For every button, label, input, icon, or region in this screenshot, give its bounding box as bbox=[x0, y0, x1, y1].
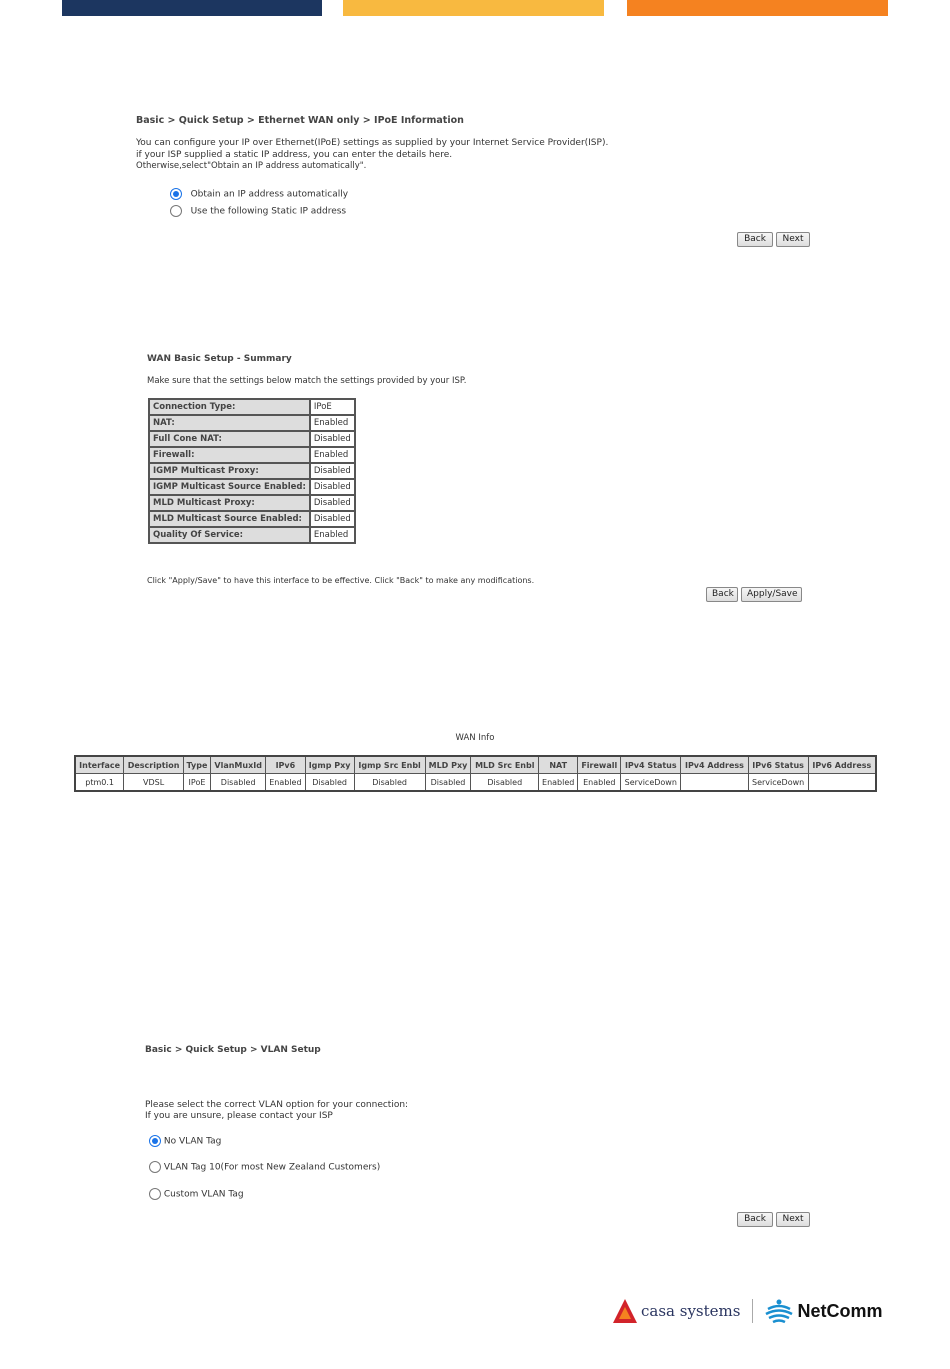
summary-intro: Make sure that the settings below match the settings provided by your ISP. bbox=[147, 376, 467, 386]
wan-info-title: WAN Info bbox=[455, 733, 495, 743]
table-cell: Disabled bbox=[425, 774, 471, 792]
column-header: Igmp Src Enbl bbox=[354, 756, 425, 774]
table-cell: Disabled bbox=[471, 774, 539, 792]
radio-icon[interactable] bbox=[170, 205, 182, 217]
column-header: MLD Pxy bbox=[425, 756, 471, 774]
vlan-desc-2: If you are unsure, please contact your ISP bbox=[145, 1111, 333, 1121]
column-header: Interface bbox=[75, 756, 124, 774]
table-cell: Enabled bbox=[266, 774, 305, 792]
back-button[interactable]: Back bbox=[737, 232, 773, 247]
summary-label: MLD Multicast Proxy: bbox=[149, 495, 310, 511]
summary-row bbox=[149, 495, 355, 511]
radio-no-vlan[interactable] bbox=[149, 1135, 221, 1148]
summary-row bbox=[149, 527, 355, 543]
radio-label: VLAN Tag 10(For most New Zealand Customers) bbox=[163, 1162, 381, 1173]
summary-label: NAT: bbox=[149, 415, 310, 431]
table-cell: ServiceDown bbox=[748, 774, 808, 792]
table-cell: IPoE bbox=[183, 774, 210, 792]
summary-value: IPoE bbox=[310, 399, 355, 415]
column-header: IPv6 Address bbox=[808, 756, 876, 774]
summary-value: Enabled bbox=[310, 527, 355, 543]
vlan-desc-1: Please select the correct VLAN option for your connection: bbox=[145, 1100, 409, 1110]
radio-icon[interactable] bbox=[149, 1161, 161, 1173]
breadcrumb: Basic > Quick Setup > VLAN Setup bbox=[145, 1045, 321, 1055]
radio-label: Use the following Static IP address bbox=[190, 206, 347, 217]
column-header: Type bbox=[183, 756, 210, 774]
ipoe-desc-3: Otherwise,select"Obtain an IP address automatically". bbox=[136, 161, 367, 171]
radio-icon[interactable] bbox=[149, 1188, 161, 1200]
brand-bar-orange bbox=[627, 0, 888, 16]
table-cell bbox=[808, 774, 876, 792]
summary-label: Quality Of Service: bbox=[149, 527, 310, 543]
breadcrumb: Basic > Quick Setup > Ethernet WAN only > IPoE Information bbox=[136, 115, 464, 126]
summary-row bbox=[149, 447, 355, 463]
summary-value: Disabled bbox=[310, 495, 355, 511]
radio-label: Custom VLAN Tag bbox=[163, 1189, 244, 1200]
ipoe-desc-2: if your ISP supplied a static IP address, you can enter the details here. bbox=[136, 150, 453, 160]
radio-icon[interactable] bbox=[149, 1135, 161, 1147]
apply-save-button[interactable]: Apply/Save bbox=[741, 587, 802, 602]
table-cell: Enabled bbox=[578, 774, 621, 792]
table-cell: Disabled bbox=[211, 774, 266, 792]
column-header: MLD Src Enbl bbox=[471, 756, 539, 774]
summary-value: Enabled bbox=[310, 447, 355, 463]
summary-row bbox=[149, 511, 355, 527]
table-cell: ServiceDown bbox=[621, 774, 681, 792]
column-header: IPv4 Address bbox=[681, 756, 748, 774]
table-cell: Disabled bbox=[354, 774, 425, 792]
column-header: IPv6 bbox=[266, 756, 305, 774]
column-header: IPv6 Status bbox=[748, 756, 808, 774]
summary-value: Disabled bbox=[310, 479, 355, 495]
brand-bar-yellow bbox=[343, 0, 604, 16]
radio-vlan-10[interactable] bbox=[149, 1161, 380, 1174]
summary-value: Disabled bbox=[310, 511, 355, 527]
column-header: Firewall bbox=[578, 756, 621, 774]
table-row bbox=[75, 774, 876, 792]
summary-label: IGMP Multicast Proxy: bbox=[149, 463, 310, 479]
netcomm-logo-text: NetComm bbox=[797, 1300, 883, 1321]
summary-label: Full Cone NAT: bbox=[149, 431, 310, 447]
summary-row bbox=[149, 415, 355, 431]
brand-bar-navy bbox=[62, 0, 322, 16]
column-header: NAT bbox=[539, 756, 578, 774]
column-header: VlanMuxId bbox=[211, 756, 266, 774]
summary-label: Firewall: bbox=[149, 447, 310, 463]
radio-label: Obtain an IP address automatically bbox=[190, 189, 349, 200]
summary-label: MLD Multicast Source Enabled: bbox=[149, 511, 310, 527]
summary-note: Click "Apply/Save" to have this interface to be effective. Click "Back" to make any modifications. bbox=[147, 576, 535, 585]
footer-logos bbox=[612, 1298, 882, 1324]
summary-label: Connection Type: bbox=[149, 399, 310, 415]
table-cell: VDSL bbox=[124, 774, 184, 792]
table-cell bbox=[681, 774, 748, 792]
column-header: IPv4 Status bbox=[621, 756, 681, 774]
wan-info-table bbox=[74, 755, 877, 792]
summary-value: Disabled bbox=[310, 463, 355, 479]
summary-value: Enabled bbox=[310, 415, 355, 431]
casa-logo-text: casa systems bbox=[641, 1302, 741, 1320]
column-header: Igmp Pxy bbox=[305, 756, 354, 774]
back-button[interactable]: Back bbox=[737, 1212, 773, 1227]
summary-row bbox=[149, 463, 355, 479]
column-header: Description bbox=[124, 756, 184, 774]
summary-row bbox=[149, 479, 355, 495]
summary-label: IGMP Multicast Source Enabled: bbox=[149, 479, 310, 495]
radio-custom-vlan[interactable] bbox=[149, 1188, 244, 1201]
radio-obtain-auto[interactable] bbox=[170, 188, 348, 201]
back-button[interactable]: Back bbox=[706, 587, 738, 602]
netcomm-wifi-icon bbox=[765, 1298, 793, 1324]
summary-title: WAN Basic Setup - Summary bbox=[147, 354, 292, 364]
radio-static-ip[interactable] bbox=[170, 205, 346, 218]
table-cell: Enabled bbox=[539, 774, 578, 792]
radio-icon[interactable] bbox=[170, 188, 182, 200]
summary-table bbox=[148, 398, 356, 544]
table-cell: ptm0.1 bbox=[75, 774, 124, 792]
ipoe-desc-1: You can configure your IP over Ethernet(IPoE) settings as supplied by your Internet Service Provider(ISP). bbox=[136, 138, 609, 148]
table-cell: Disabled bbox=[305, 774, 354, 792]
casa-logo-icon bbox=[612, 1298, 638, 1324]
next-button[interactable]: Next bbox=[776, 1212, 810, 1227]
summary-row bbox=[149, 399, 355, 415]
summary-value: Disabled bbox=[310, 431, 355, 447]
summary-row bbox=[149, 431, 355, 447]
next-button[interactable]: Next bbox=[776, 232, 810, 247]
radio-label: No VLAN Tag bbox=[163, 1136, 222, 1147]
logo-divider bbox=[752, 1299, 753, 1323]
